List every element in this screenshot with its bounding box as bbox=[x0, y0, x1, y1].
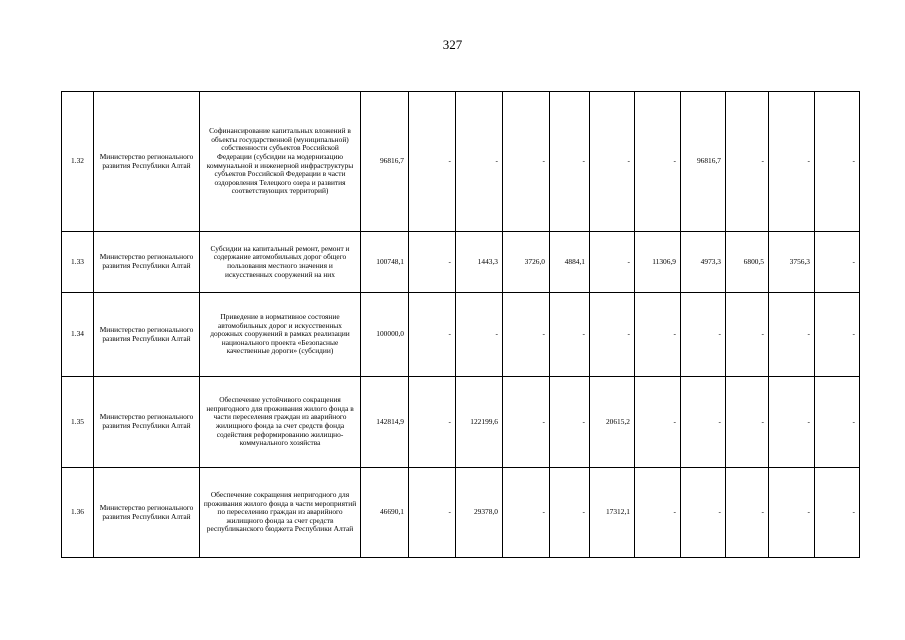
row-value: - bbox=[503, 293, 550, 377]
row-value: - bbox=[726, 92, 769, 232]
row-value: 46690,1 bbox=[361, 468, 409, 558]
table-row bbox=[62, 377, 860, 468]
row-value: - bbox=[815, 232, 860, 293]
row-index: 1.35 bbox=[62, 377, 94, 468]
row-value: - bbox=[726, 377, 769, 468]
row-value: - bbox=[550, 377, 590, 468]
row-value: 6800,5 bbox=[726, 232, 769, 293]
row-value: 3756,3 bbox=[769, 232, 815, 293]
row-value: - bbox=[409, 92, 456, 232]
row-value: 29378,0 bbox=[456, 468, 503, 558]
row-organization: Министерство регионального развития Республики Алтай bbox=[94, 232, 200, 293]
row-value: 4973,3 bbox=[681, 232, 726, 293]
row-value: - bbox=[769, 468, 815, 558]
row-value: - bbox=[726, 468, 769, 558]
row-value: 1443,3 bbox=[456, 232, 503, 293]
row-value: 96816,7 bbox=[361, 92, 409, 232]
table-row bbox=[62, 92, 860, 232]
row-value: - bbox=[590, 232, 635, 293]
row-value: - bbox=[503, 92, 550, 232]
row-value: - bbox=[409, 468, 456, 558]
row-value: - bbox=[815, 293, 860, 377]
row-value: 17312,1 bbox=[590, 468, 635, 558]
row-value: - bbox=[409, 377, 456, 468]
row-value: - bbox=[456, 293, 503, 377]
row-value: - bbox=[681, 468, 726, 558]
page-number: 327 bbox=[442, 37, 463, 52]
row-value: - bbox=[590, 293, 635, 377]
row-value: 100748,1 bbox=[361, 232, 409, 293]
row-value: - bbox=[769, 293, 815, 377]
row-value: - bbox=[681, 377, 726, 468]
row-description: Обеспечение сокращения непригодного для проживания жилого фонда в части мероприятий по переселению граждан из аварийного жилищного фонда за счет средств республиканского бюджета Республики Алтай bbox=[200, 468, 361, 558]
row-value: - bbox=[635, 468, 681, 558]
row-description: Софинансирование капитальных вложений в объекты государственной (муниципальной) собственности субъектов Российской Федерации (субсидии на модернизацию коммунальной и инженерной инфраструктуры субъектов Российской Федерации в части оздоровления Телецкого озера и развития соответствующих территорий) bbox=[200, 92, 361, 232]
row-value: - bbox=[815, 377, 860, 468]
row-value: - bbox=[635, 377, 681, 468]
row-value: 4884,1 bbox=[550, 232, 590, 293]
budget-table bbox=[61, 91, 860, 558]
row-value: - bbox=[635, 293, 681, 377]
row-description: Субсидии на капитальный ремонт, ремонт и содержание автомобильных дорог общего пользования местного значения и искусственных сооружений на них bbox=[200, 232, 361, 293]
table-row bbox=[62, 468, 860, 558]
table-row bbox=[62, 232, 860, 293]
row-value: - bbox=[550, 92, 590, 232]
row-value: 11306,9 bbox=[635, 232, 681, 293]
row-value: - bbox=[769, 92, 815, 232]
row-value: - bbox=[681, 293, 726, 377]
row-value: - bbox=[815, 92, 860, 232]
row-value: - bbox=[590, 92, 635, 232]
row-index: 1.34 bbox=[62, 293, 94, 377]
row-value: 100000,0 bbox=[361, 293, 409, 377]
row-organization: Министерство регионального развития Республики Алтай bbox=[94, 293, 200, 377]
row-organization: Министерство регионального развития Республики Алтай bbox=[94, 468, 200, 558]
row-value: - bbox=[503, 377, 550, 468]
row-value: 96816,7 bbox=[681, 92, 726, 232]
row-organization: Министерство регионального развития Республики Алтай bbox=[94, 92, 200, 232]
row-value: 20615,2 bbox=[590, 377, 635, 468]
table-row bbox=[62, 293, 860, 377]
row-value: 142814,9 bbox=[361, 377, 409, 468]
row-value: - bbox=[815, 468, 860, 558]
row-value: 122199,6 bbox=[456, 377, 503, 468]
row-value: - bbox=[550, 293, 590, 377]
row-value: - bbox=[726, 293, 769, 377]
row-value: - bbox=[769, 377, 815, 468]
row-value: - bbox=[550, 468, 590, 558]
row-value: - bbox=[503, 468, 550, 558]
row-value: - bbox=[409, 293, 456, 377]
row-description: Обеспечение устойчивого сокращения непригодного для проживания жилого фонда в части переселения граждан из аварийного жилищного фонда за счет средств фонда содействия реформированию жилищно-коммунального хозяйства bbox=[200, 377, 361, 468]
row-index: 1.32 bbox=[62, 92, 94, 232]
row-organization: Министерство регионального развития Республики Алтай bbox=[94, 377, 200, 468]
row-value: - bbox=[635, 92, 681, 232]
row-index: 1.36 bbox=[62, 468, 94, 558]
row-index: 1.33 bbox=[62, 232, 94, 293]
row-value: - bbox=[456, 92, 503, 232]
row-description: Приведение в нормативное состояние автомобильных дорог и искусственных дорожных сооружений в рамках реализации национального проекта «Безопасные качественные дороги» (субсидии) bbox=[200, 293, 361, 377]
row-value: 3726,0 bbox=[503, 232, 550, 293]
row-value: - bbox=[409, 232, 456, 293]
